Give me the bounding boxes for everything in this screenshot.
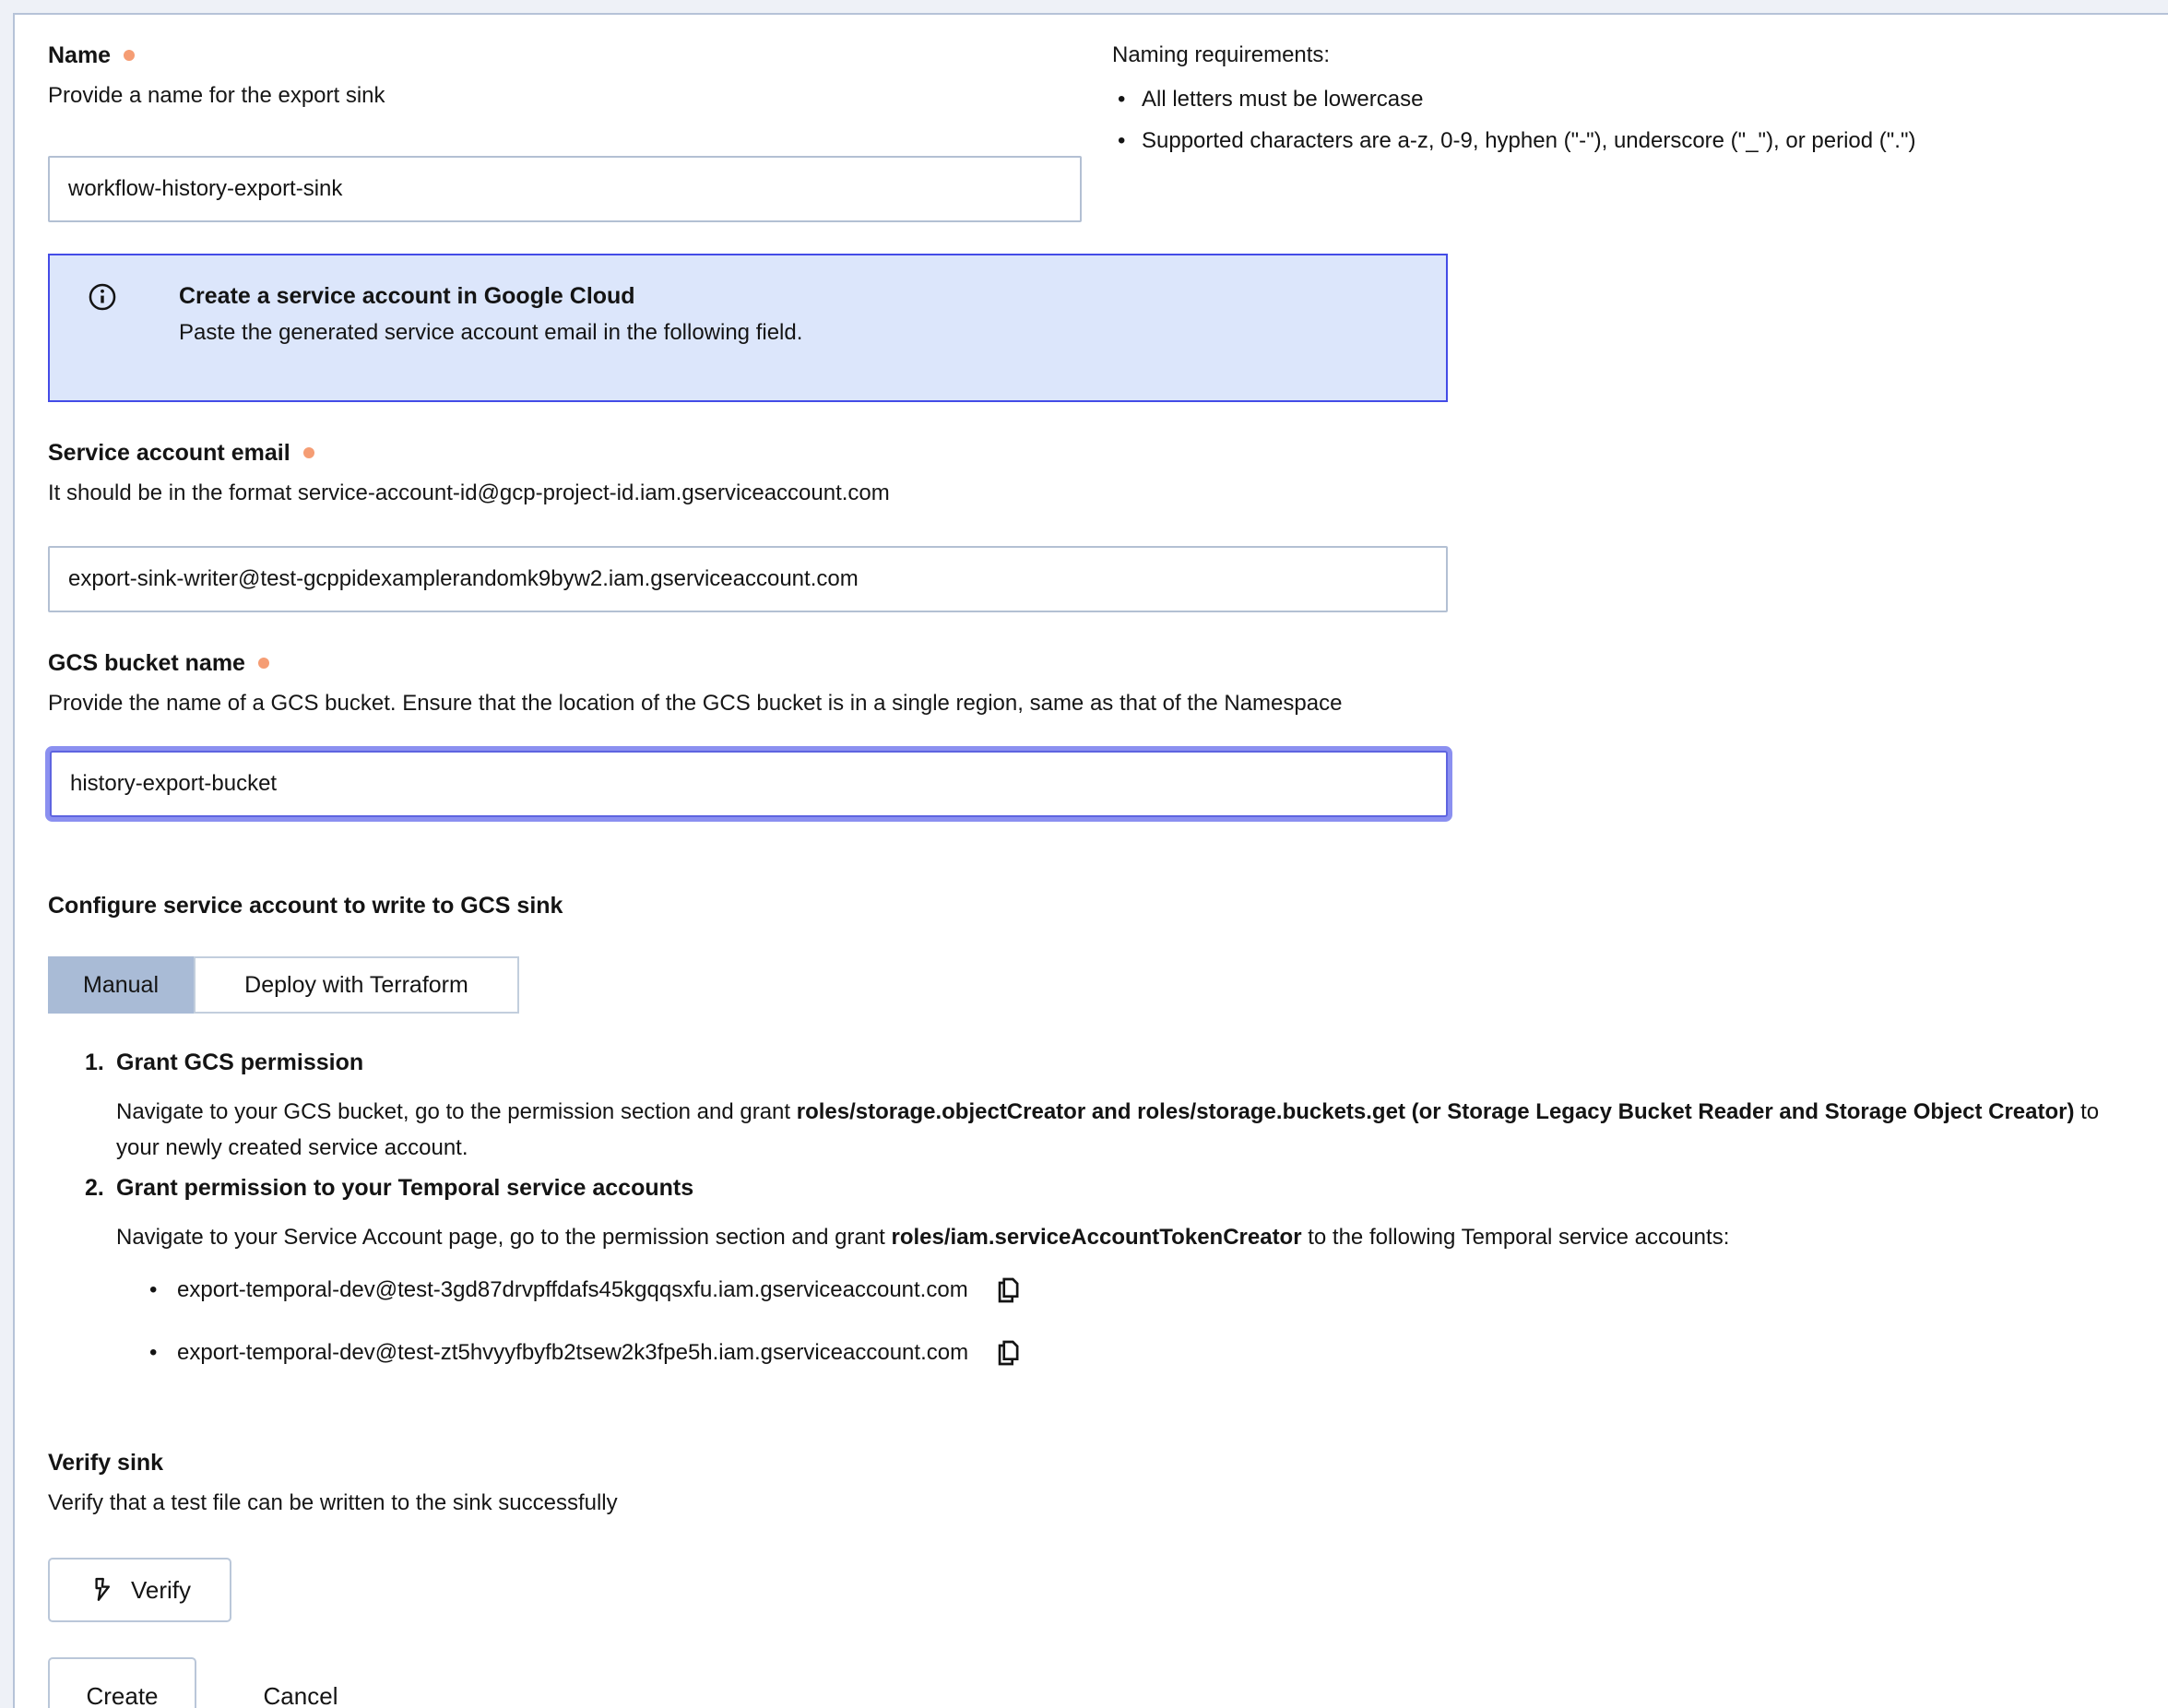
step-1-text-before: Navigate to your GCS bucket, go to the permission section and grant (116, 1099, 797, 1124)
service-account-description: It should be in the format service-account-id@gcp-project-id.iam.gserviceaccount.com (48, 480, 890, 505)
required-dot (258, 658, 269, 669)
temporal-service-account-row (149, 1337, 1024, 1369)
step-1-title-text: Grant GCS permission (116, 1050, 364, 1075)
step-1-roles: roles/storage.objectCreator and roles/storage.buckets.get (or Storage Legacy Bucket Reader and Storage Object Creator) (796, 1099, 2075, 1124)
required-dot (124, 50, 135, 61)
required-dot (303, 447, 314, 458)
step-2-role: roles/iam.serviceAccountTokenCreator (891, 1225, 1302, 1250)
temporal-service-account-email: export-temporal-dev@test-3gd87drvpffdafs45kgqqsxfu.iam.gserviceaccount.com (177, 1277, 968, 1302)
form-panel (13, 13, 2168, 1708)
step-2-title-text: Grant permission to your Temporal service accounts (116, 1175, 694, 1201)
service-account-email-input[interactable] (48, 546, 1448, 612)
copy-icon[interactable] (992, 1275, 1024, 1306)
step-2-text-before: Navigate to your Service Account page, go to the permission section and grant (116, 1225, 892, 1250)
temporal-service-account-row (149, 1275, 1024, 1306)
verify-button[interactable] (48, 1558, 231, 1622)
bucket-name-label-text: GCS bucket name (48, 650, 245, 676)
service-account-label (48, 440, 314, 467)
naming-requirements-title: Naming requirements: (1112, 42, 1331, 67)
verify-sink-title: Verify sink (48, 1450, 164, 1476)
configure-section-title: Configure service account to write to GCS sink (48, 893, 563, 919)
step-2-instructions (116, 1219, 2127, 1255)
step-2-text-after: to the following Temporal service accounts: (1301, 1225, 1730, 1250)
info-box-body: Paste the generated service account email in the following field. (179, 320, 803, 345)
info-icon (87, 281, 118, 313)
cancel-button[interactable]: Cancel (236, 1657, 365, 1708)
step-1-instructions (116, 1094, 2127, 1166)
step-1-title (85, 1050, 363, 1076)
naming-requirement-item: • Supported characters are a-z, 0-9, hyphen ("-"), underscore ("_"), or period (".") (1112, 128, 1915, 154)
bucket-name-description: Provide the name of a GCS bucket. Ensure that the location of the GCS bucket is in a single region, same as that of the Namespace (48, 691, 1343, 716)
tab-deploy-with-terraform[interactable]: Deploy with Terraform (194, 956, 519, 1014)
gcs-bucket-name-input[interactable] (50, 751, 1448, 817)
copy-icon[interactable] (992, 1337, 1024, 1369)
bullet-marker: • (149, 1277, 158, 1302)
info-box-title: Create a service account in Google Cloud (179, 283, 635, 309)
sink-name-input[interactable] (48, 156, 1082, 222)
bullet-marker: • (149, 1340, 158, 1365)
naming-requirements-list (1112, 87, 1915, 170)
verify-button-label: Verify (130, 1575, 192, 1604)
info-box (48, 254, 1448, 402)
name-field-label (48, 42, 135, 69)
bucket-name-label (48, 650, 269, 677)
tab-manual[interactable]: Manual (48, 956, 194, 1014)
service-account-label-text: Service account email (48, 440, 290, 466)
step-2-number: 2. (85, 1175, 104, 1201)
naming-requirement-item: • All letters must be lowercase (1112, 87, 1915, 113)
name-field-description: Provide a name for the export sink (48, 83, 385, 108)
name-field-label-text: Name (48, 42, 112, 68)
step-2-title (85, 1175, 693, 1202)
verify-sink-description: Verify that a test file can be written to the sink successfully (48, 1490, 618, 1515)
step-1-number: 1. (85, 1050, 104, 1075)
create-button[interactable]: Create (48, 1657, 196, 1708)
temporal-service-account-email: export-temporal-dev@test-zt5hvyyfbyfb2tsew2k3fpe5h.iam.gserviceaccount.com (177, 1340, 969, 1365)
configure-tabs (48, 956, 519, 1014)
step-1-text-after: to your newly created service account. (116, 1099, 2100, 1160)
zap-icon (89, 1576, 116, 1604)
